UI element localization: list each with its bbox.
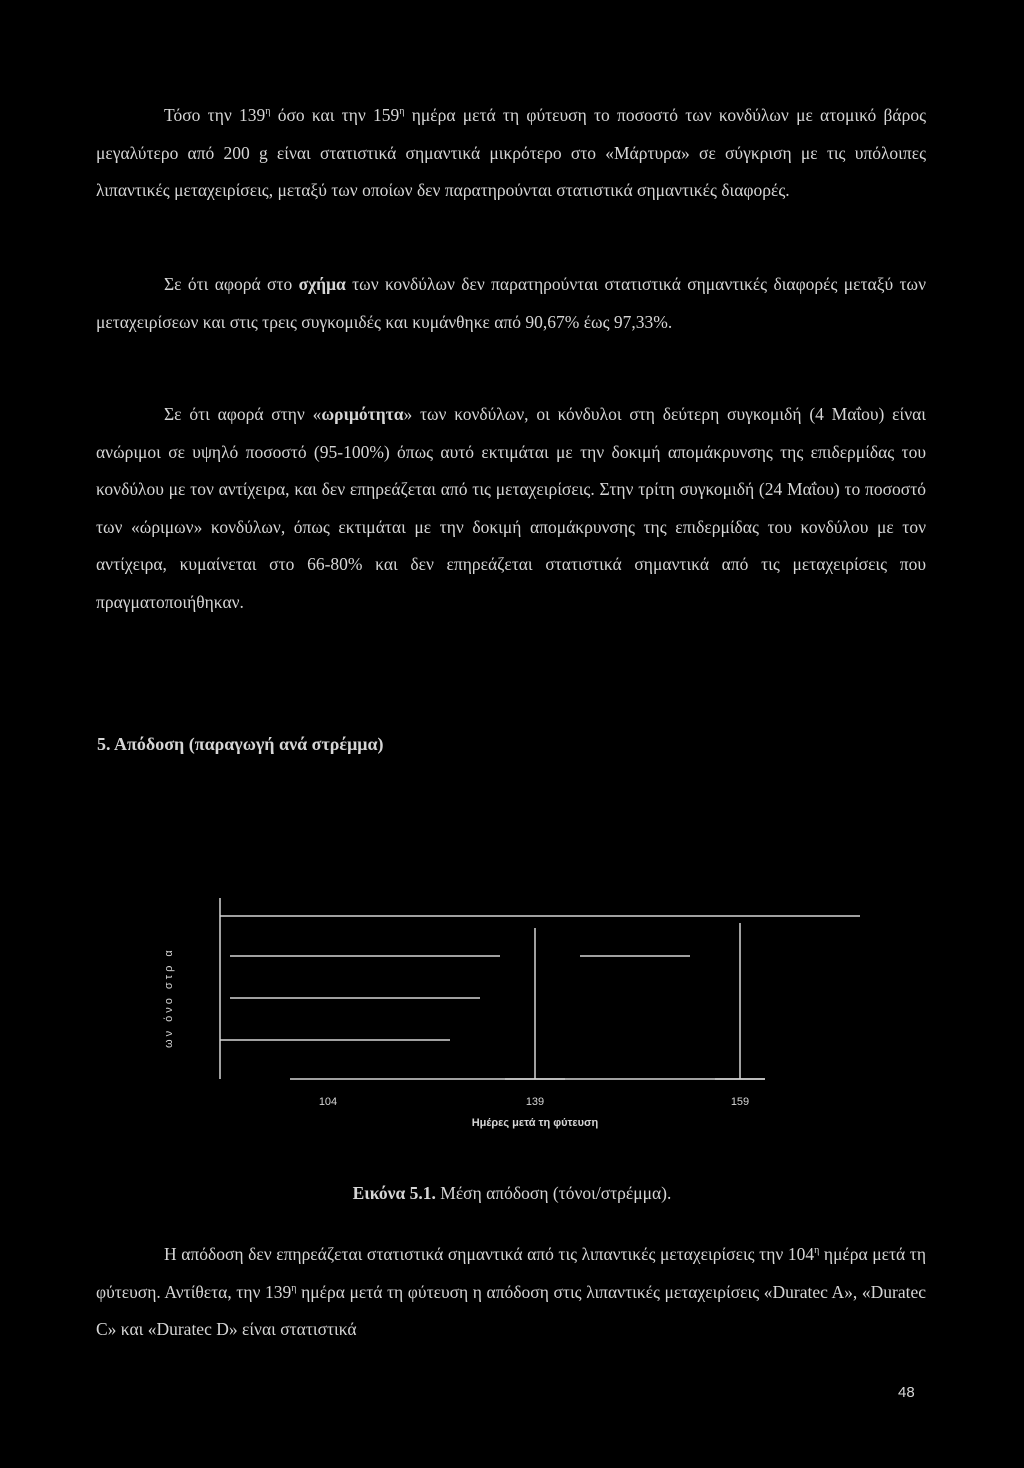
x-axis-label: Ημέρες μετά τη φύτευση [471,1117,599,1129]
x-tick-label: 139 [525,1096,545,1108]
page-number: 48 [898,1384,915,1401]
paragraph-tuber-shape: Σε ότι αφορά στο σχήμα των κονδύλων δεν παρατηρούνται στατιστικά σημαντικές διαφορές μεταξύ των μεταχειρίσεων και στις τρεις συγκομιδές και κυμάνθηκε από 90,67% έως 97,33%. [96,274,926,332]
paragraph-tuber-weight: Τόσο την $139^\eta$ όσο και την $159^\eta$ ημέρα μετά τη φύτευση το ποσοστό των κονδύλων με ατομικό βάρος μεγαλύτερο από 200 g είναι στατιστικά σημαντικά μικρότερο στο «Μάρτυρα» σε σύγκριση με τις υπόλοιπες λιπαντικές μεταχειρίσεις, μεταξύ των οποίων δεν παρατηρούνται στατιστικά σημαντικές διαφορές. [96,105,927,200]
section-heading: 5. Απόδοση (παραγωγή ανά στρέμμα) [97,734,384,754]
figure-caption: Εικόνα 5.1. Μέση απόδοση (τόνοι/στρέμμα). [352,1183,672,1203]
x-tick-label: 159 [730,1096,750,1108]
x-tick-label: 104 [318,1096,338,1108]
yield-chart [150,868,890,1148]
paragraph-yield: Η απόδοση δεν επηρεάζεται στατιστικά σημαντικά από τις λιπαντικές μεταχειρίσεις την $104^\eta$ ημέρα μετά τη φύτευση. Αντίθετα, την $139^\eta$ ημέρα μετά τη φύτευση η απόδοση στις λιπαντικές μεταχειρίσεις «Duratec A», «Duratec C» και «Duratec D» είναι στατιστικά [96,1244,927,1339]
yield-chart-svg [150,868,890,1148]
y-axis-label: ων όνο στρ α [163,947,175,1048]
paragraph-tuber-maturity: Σε ότι αφορά στην «ωριμότητα» των κονδύλων, οι κόνδυλοι στη δεύτερη συγκομιδή (4 Μαΐου) είναι ανώριμοι σε υψηλό ποσοστό (95-100%) όπως αυτό εκτιμάται με την δοκιμή απομάκρυνσης της επιδερμίδας του κονδύλου με τον αντίχειρα, και δεν επηρεάζεται από τις μεταχειρίσεις. Στην τρίτη συγκομιδή (24 Μαΐου) το ποσοστό των «ώριμων» κονδύλων, όπως εκτιμάται με την δοκιμή απομάκρυνσης της επιδερμίδας του κονδύλου με τον αντίχειρα, κυμαίνεται στο 66-80% και δεν επηρεάζεται στατιστικά σημαντικά από τις μεταχειρίσεις που πραγματοποιήθηκαν. [96,404,926,612]
